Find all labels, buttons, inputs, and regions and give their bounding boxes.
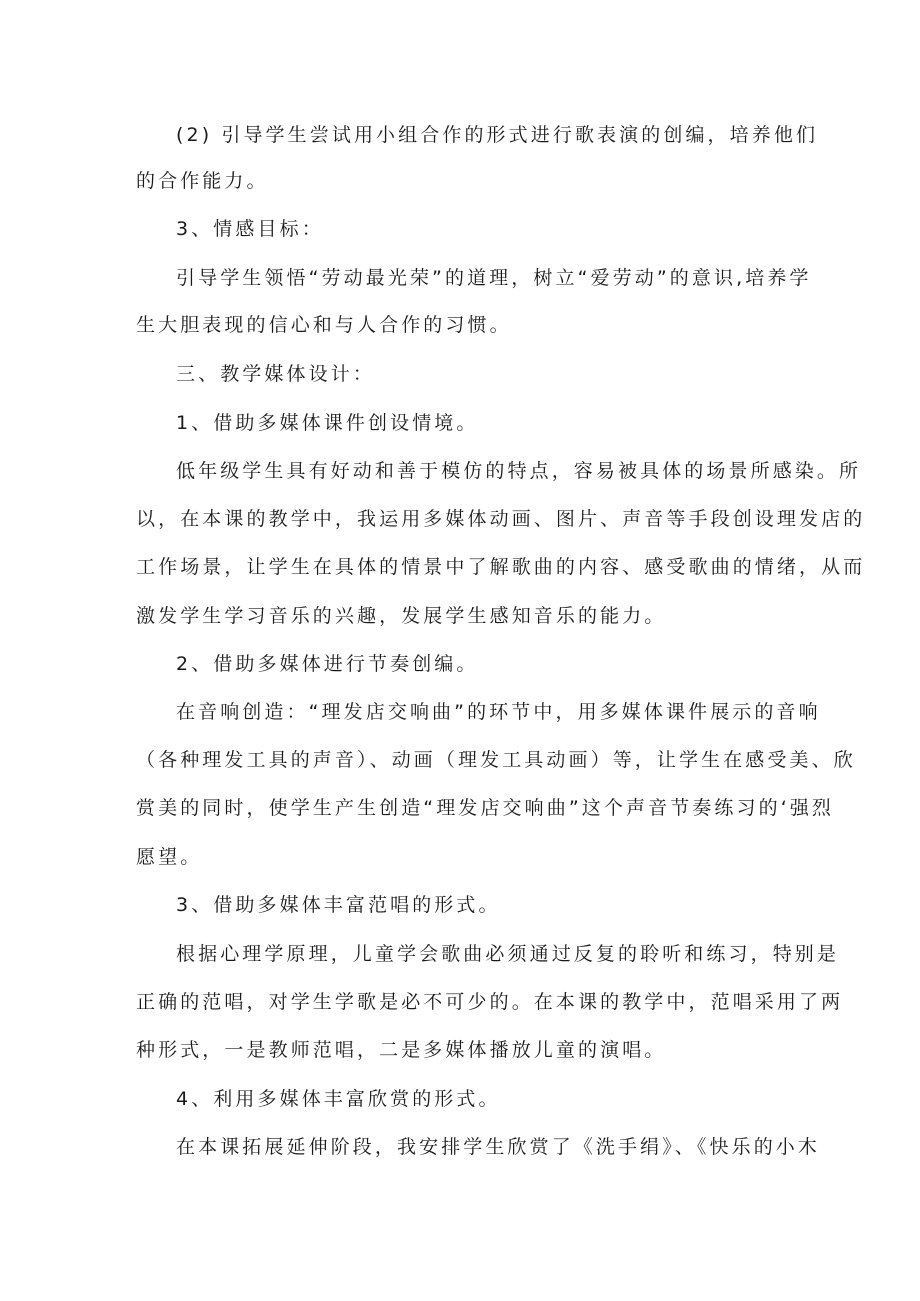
section-heading: 3、情感目标： — [176, 218, 324, 240]
subsection-heading: 3、借助多媒体丰富范唱的形式。 — [176, 894, 501, 916]
paragraph-line: （各种理发工具的声音）、动画（理发工具动画）等，让学生在感受美、欣 — [136, 749, 856, 771]
paragraph-line: 在本课拓展延伸阶段，我安排学生欣赏了《洗手绢》、《快乐的小木 — [176, 1136, 821, 1158]
paragraph-line: 种形式，一是教师范唱，二是多媒体播放儿童的演唱。 — [136, 1039, 667, 1061]
subsection-heading: 2、借助多媒体进行节奏创编。 — [176, 653, 479, 675]
paragraph-line: 工作场景，让学生在具体的情景中了解歌曲的内容、感受歌曲的情绪，从而 — [136, 556, 866, 578]
paragraph-line: 以，在本课的教学中，我运用多媒体动画、图片、声音等手段创设理发店的 — [136, 508, 866, 530]
paragraph-line: 激发学生学习音乐的兴趣，发展学生感知音乐的能力。 — [136, 605, 667, 627]
paragraph-line: 赏美的同时，使学生产生创造“理发店交响曲”这个声音节奏练习的‘强烈 — [136, 797, 835, 819]
subsection-heading: 4、利用多媒体丰富欣赏的形式。 — [176, 1088, 501, 1110]
paragraph-line: 根据心理学原理，儿童学会歌曲必须通过反复的聆听和练习，特别是 — [176, 943, 840, 965]
paragraph-line: 的合作能力。 — [136, 170, 269, 192]
section-heading: 三、教学媒体设计： — [176, 363, 375, 385]
paragraph-line: 正确的范唱，对学生学歌是必不可少的。在本课的教学中，范唱采用了两 — [136, 991, 844, 1013]
subsection-heading: 1、借助多媒体课件创设情境。 — [176, 412, 479, 434]
paragraph-line: 在音响创造：“理发店交响曲”的环节中，用多媒体课件展示的音响 — [176, 701, 821, 723]
paragraph-line: 生大胆表现的信心和与人合作的习惯。 — [136, 314, 512, 336]
paragraph-line: 引导学生领悟“劳动最光荣”的道理，树立“爱劳动”的意识,培养学 — [176, 267, 812, 289]
paragraph-line: (2) 引导学生尝试用小组合作的形式进行歌表演的创编，培养他们 — [176, 124, 819, 146]
paragraph-line: 低年级学生具有好动和善于模仿的特点，容易被具体的场景所感染。所 — [176, 460, 862, 482]
paragraph-line: 愿望。 — [136, 846, 203, 868]
